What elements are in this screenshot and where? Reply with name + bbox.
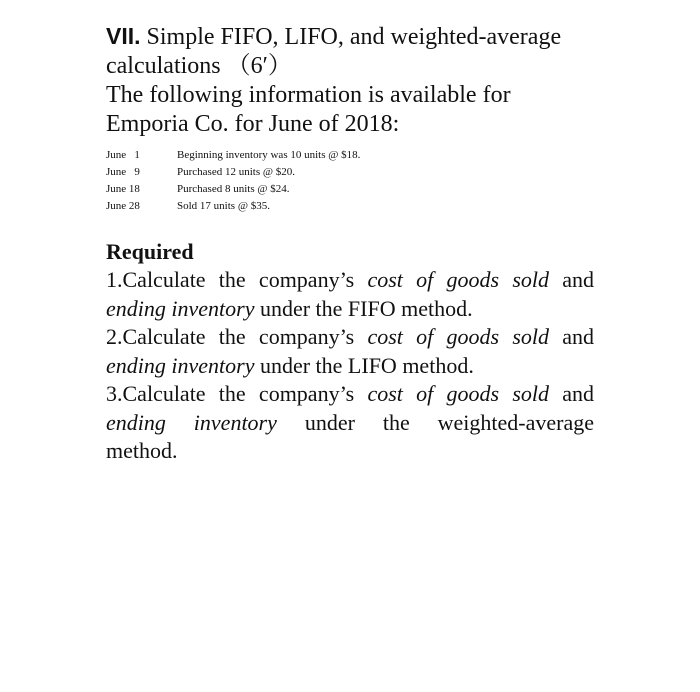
transactions-table xyxy=(106,147,360,215)
section-title: Simple FIFO, LIFO, and weighted-average calculations xyxy=(106,24,562,79)
transaction-description: Purchased 12 units @ $20. xyxy=(177,166,295,178)
term-ending-inventory: ending inventory xyxy=(106,295,255,321)
term-cogs: cost of goods sold xyxy=(367,324,549,349)
question-conj: and xyxy=(549,267,595,292)
term-ending-inventory: ending inventory xyxy=(106,409,277,435)
question-lead: 3.Calculate the company’s xyxy=(106,381,368,406)
transaction-row xyxy=(106,164,360,181)
question-tail: under the FIFO method. xyxy=(254,295,473,321)
section-heading xyxy=(106,22,594,81)
term-cogs: cost of goods sold xyxy=(367,267,549,292)
question-conj: and xyxy=(549,324,595,349)
question-1 xyxy=(106,266,594,323)
question-3 xyxy=(106,380,594,437)
transaction-row xyxy=(106,181,360,198)
question-tail: under the LIFO method. xyxy=(254,352,474,378)
intro-text: The following information is available for Emporia Co. for June of 2018: xyxy=(106,82,511,137)
transaction-date: June 9 xyxy=(106,166,140,178)
required-heading: Required xyxy=(106,239,194,264)
question-lead: 1.Calculate the company’s xyxy=(106,267,368,292)
transaction-description: Purchased 8 units @ $24. xyxy=(177,183,290,195)
transaction-description: Sold 17 units @ $35. xyxy=(177,200,270,212)
section-number: VII. xyxy=(106,23,141,49)
question-conj: and xyxy=(549,381,595,406)
transaction-date: June 18 xyxy=(106,183,140,195)
transaction-row xyxy=(106,147,360,164)
section-points: （6′） xyxy=(226,53,292,79)
term-cogs: cost of goods sold xyxy=(367,381,549,406)
term-ending-inventory: ending inventory xyxy=(106,352,255,378)
transaction-row xyxy=(106,198,360,215)
question-tail: under the weighted-average xyxy=(276,409,594,435)
question-lead: 2.Calculate the company’s xyxy=(106,324,368,349)
transaction-description: Beginning inventory was 10 units @ $18. xyxy=(177,149,361,161)
transaction-date: June 1 xyxy=(106,149,140,161)
question-3-continued: method. xyxy=(106,438,178,463)
question-2 xyxy=(106,323,594,380)
document-page xyxy=(106,22,594,466)
transaction-date: June 28 xyxy=(106,200,140,212)
